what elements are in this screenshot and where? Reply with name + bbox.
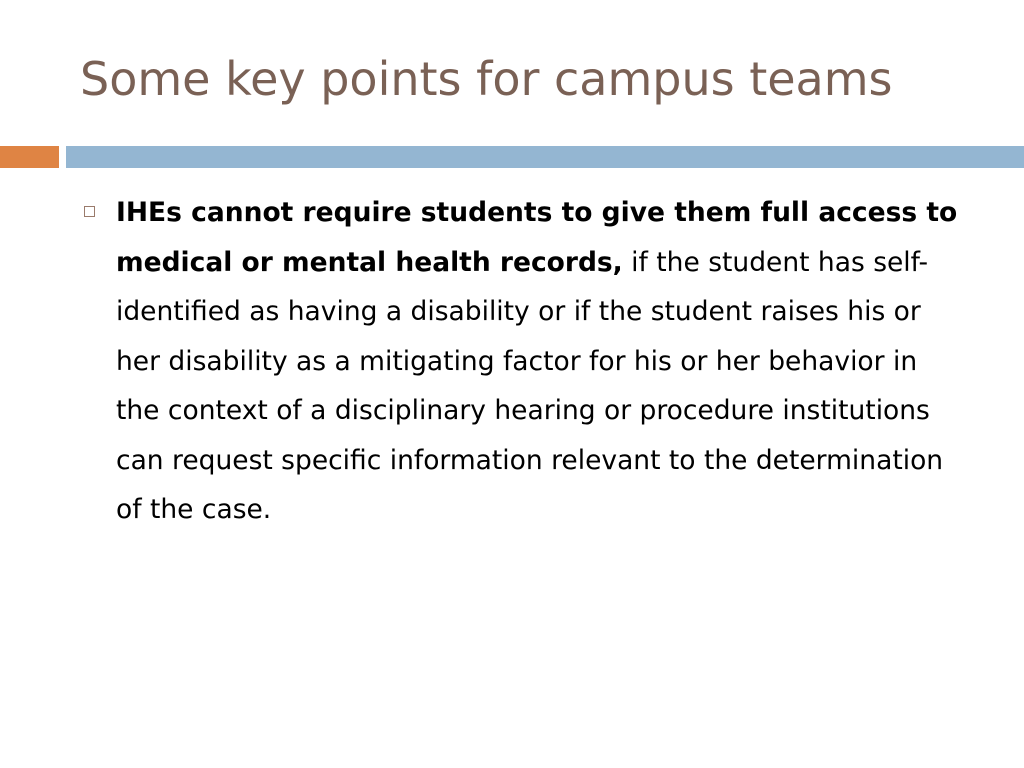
hollow-square-bullet-icon — [84, 206, 95, 217]
bullet-item — [80, 188, 960, 535]
bullet-list — [80, 188, 960, 535]
bullet-bold-text: IHEs cannot require students to give them full access to medical or mental health records, — [116, 197, 958, 278]
orange-accent-bar — [0, 146, 59, 168]
slide-title: Some key points for campus teams — [80, 52, 893, 106]
blue-divider-bar — [66, 146, 1024, 168]
bullet-body-text: if the student has self-identified as having a disability or if the student raises his or her disability as a mitigating factor for his or her behavior in the context of a disciplinary hearing or procedure institutions can request specific information relevant to the determination of the case. — [116, 246, 944, 525]
